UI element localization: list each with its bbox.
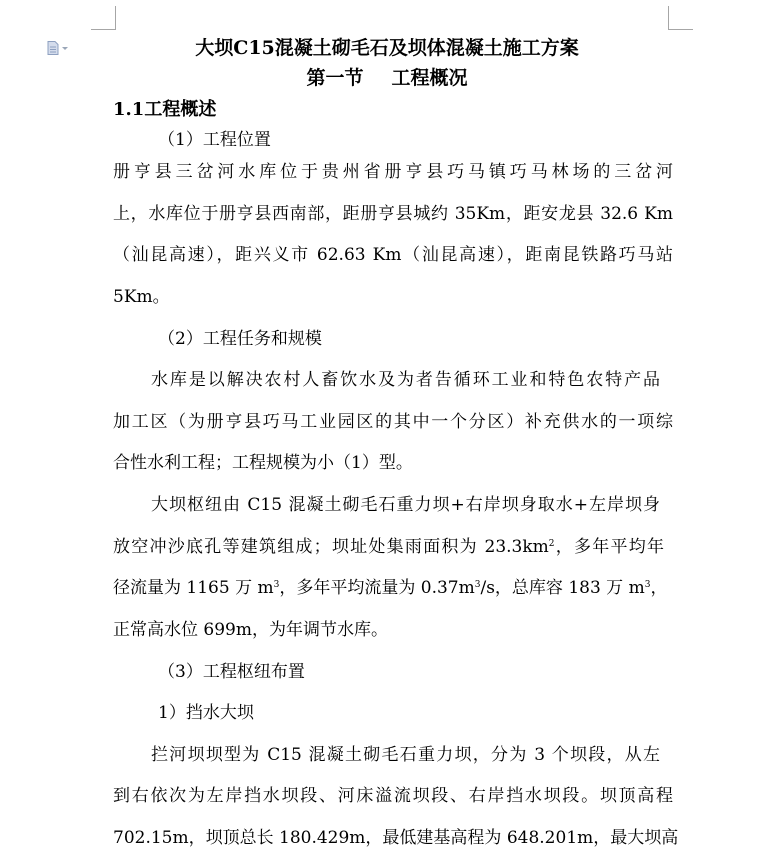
- chapter-number: 第一节: [306, 67, 364, 89]
- superscript: 3: [474, 580, 481, 590]
- subheading-layout: （3）工程枢纽布置: [158, 662, 305, 682]
- paragraph-line: 加工区（为册亨县巧马工业园区的其中一个分区）补充供水的一项综: [113, 412, 673, 432]
- crop-mark-right-horizontal: [668, 29, 693, 30]
- crop-mark-left-horizontal: [91, 29, 116, 30]
- subheading-tasks: （2）工程任务和规模: [158, 329, 322, 349]
- chapter-name: 工程概况: [391, 67, 468, 89]
- paragraph-line: 702.15m，坝顶总长 180.429m，最低建基高程为 648.201m，最大坝高: [113, 828, 679, 848]
- document-title: 大坝C15混凝土砌毛石及坝体混凝土施工方案: [195, 37, 579, 59]
- paragraph-line: 正常高水位 699m，为年调节水库。: [113, 620, 388, 640]
- paragraph-line: 水库是以解决农村人畜饮水及为者告循环工业和特色农特产品: [151, 370, 660, 390]
- paragraph-line: （汕昆高速），距兴义市 62.63 Km（汕昆高速），距南昆铁路巧马站: [113, 245, 673, 265]
- paragraph-line: 5Km。: [113, 287, 170, 307]
- superscript: 2: [548, 539, 555, 549]
- crop-mark-left-vertical: [115, 6, 116, 30]
- section-heading: 1.1工程概述: [113, 99, 217, 120]
- paragraph-line: 径流量为 1165 万 $m^3$，多年平均流量为 $0.37m^3/s$，总库容 183 万 $m^3$，: [113, 578, 668, 598]
- paragraph-line: 上，水库位于册亨县西南部，距册亨县城约 35Km，距安龙县 32.6 Km: [113, 204, 673, 224]
- paragraph-line: 到右依次为左岸挡水坝段、河床溢流坝段、右岸挡水坝段。坝顶高程: [113, 786, 673, 806]
- paragraph-line: 放空冲沙底孔等建筑组成；坝址处集雨面积为 $23.3km^2$，多年平均年: [113, 537, 664, 557]
- subheading-location: （1）工程位置: [158, 130, 271, 150]
- superscript: 3: [644, 580, 651, 590]
- paragraph-line: 册亨县三岔河水库位于贵州省册亨县巧马镇巧马林场的三岔河: [113, 162, 673, 182]
- subheading-dam: 1）挡水大坝: [158, 703, 254, 723]
- superscript: 3: [273, 580, 280, 590]
- paragraph-line: 合性水利工程；工程规模为小（1）型。: [113, 453, 413, 473]
- chapter-title: [0, 66, 774, 90]
- paragraph-line: 大坝枢纽由 C15 混凝土砌毛石重力坝+右岸坝身取水+左岸坝身: [151, 495, 660, 515]
- paragraph-line: 拦河坝坝型为 C15 混凝土砌毛石重力坝，分为 3 个坝段，从左: [151, 745, 660, 765]
- crop-mark-right-vertical: [668, 6, 669, 30]
